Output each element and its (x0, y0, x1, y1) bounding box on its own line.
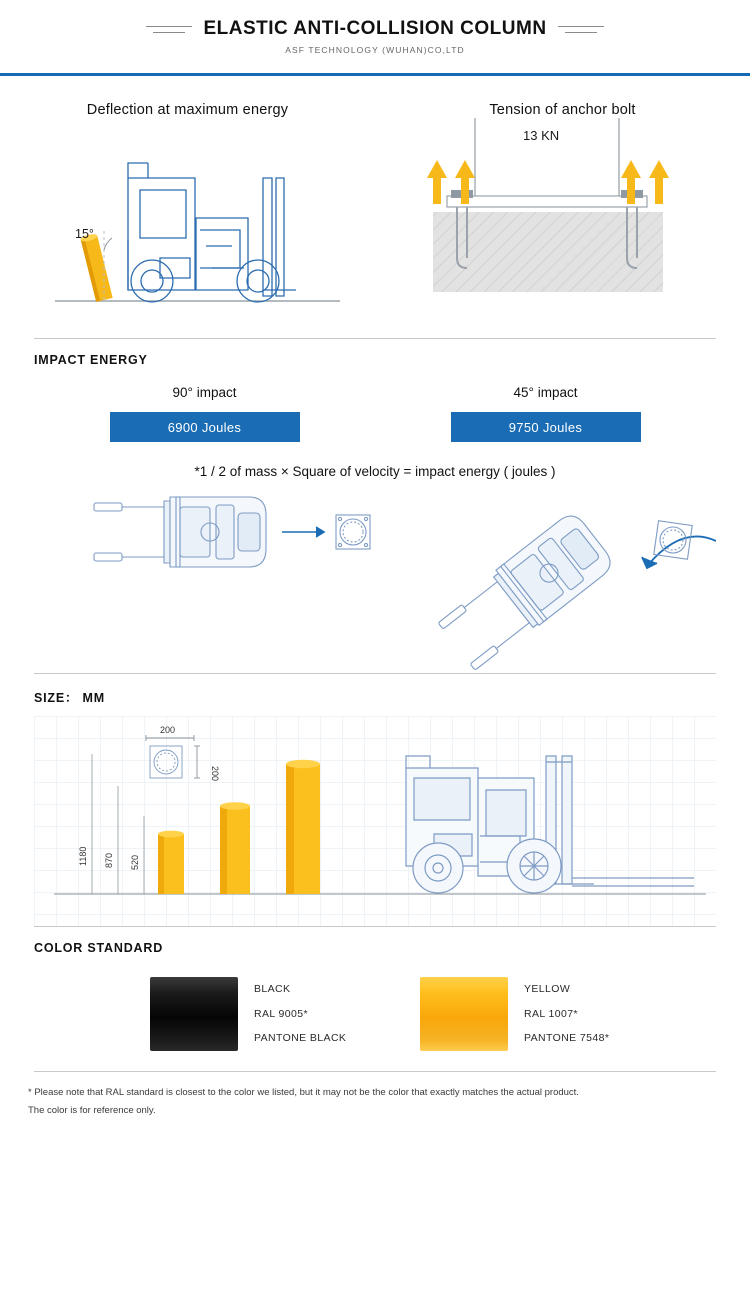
panel-tension-title: Tension of anchor bolt (489, 102, 636, 118)
page-title: ELASTIC ANTI-COLLISION COLUMN (203, 18, 547, 39)
impact-energy-section (0, 339, 750, 673)
impact-illustration (34, 483, 716, 673)
deflection-angle-label: 15° (75, 227, 94, 241)
color-swatch-list (34, 977, 716, 1051)
color-black-name: BLACK (254, 983, 291, 996)
header-rule-left (146, 26, 192, 38)
impact-col-90 (34, 385, 375, 442)
bollard-medium (220, 802, 250, 894)
forklift-side-view (406, 756, 694, 893)
panel-deflection-title: Deflection at maximum energy (86, 102, 289, 118)
size-width-label: 200 (160, 725, 176, 735)
impact-45-badge: 9750 Joules (451, 412, 641, 442)
color-standard-section (0, 927, 750, 1051)
size-illustration (34, 716, 716, 926)
swatch-yellow (420, 977, 508, 1051)
size-section (0, 674, 750, 926)
bollard-tall (286, 760, 320, 894)
color-yellow-text (508, 977, 609, 1051)
size-depth-label: 200 (210, 766, 220, 782)
color-black-ral: RAL 9005* (254, 1007, 308, 1020)
footnote-line-2: The color is for reference only. (28, 1105, 156, 1117)
color-black-text (238, 977, 346, 1051)
top-panels (0, 102, 750, 338)
footnote-line-1: * Please note that RAL standard is closest to the color we listed, but it may not be the color that exactly matches the actual product. (28, 1087, 579, 1098)
impact-90-badge: 6900 Joules (110, 412, 300, 442)
panel-tension-illustration (375, 118, 750, 338)
color-item-yellow (420, 977, 690, 1051)
color-standard-title: COLOR STANDARD (34, 941, 164, 955)
bollard-short (158, 831, 184, 894)
company-name: ASF TECHNOLOGY (WUHAN)CO,LTD (285, 45, 465, 55)
header-rule-right (558, 26, 604, 38)
impact-energy-title: IMPACT ENERGY (34, 353, 148, 367)
impact-90-label: 90° impact (172, 385, 237, 400)
impact-col-45 (375, 385, 716, 442)
size-height-520: 520 (130, 854, 140, 870)
footnote (0, 1072, 750, 1120)
color-yellow-ral: RAL 1007* (524, 1007, 578, 1020)
panel-deflection (0, 102, 375, 338)
panel-tension (375, 102, 750, 338)
color-item-black (150, 977, 420, 1051)
color-black-pantone: PANTONE BLACK (254, 1032, 347, 1045)
impact-formula: *1 / 2 of mass × Square of velocity = impact energy ( joules ) (194, 464, 556, 479)
page-header (0, 0, 750, 76)
size-height-870: 870 (104, 852, 114, 868)
size-title: SIZE： MM (34, 691, 105, 705)
color-yellow-pantone: PANTONE 7548* (524, 1032, 610, 1045)
color-yellow-name: YELLOW (524, 983, 571, 996)
tension-value-label: 13 KN (523, 128, 560, 143)
swatch-black (150, 977, 238, 1051)
impact-45-label: 45° impact (513, 385, 578, 400)
size-height-1180: 1180 (78, 846, 88, 866)
panel-deflection-illustration (0, 118, 375, 338)
impact-energy-values (34, 385, 716, 442)
